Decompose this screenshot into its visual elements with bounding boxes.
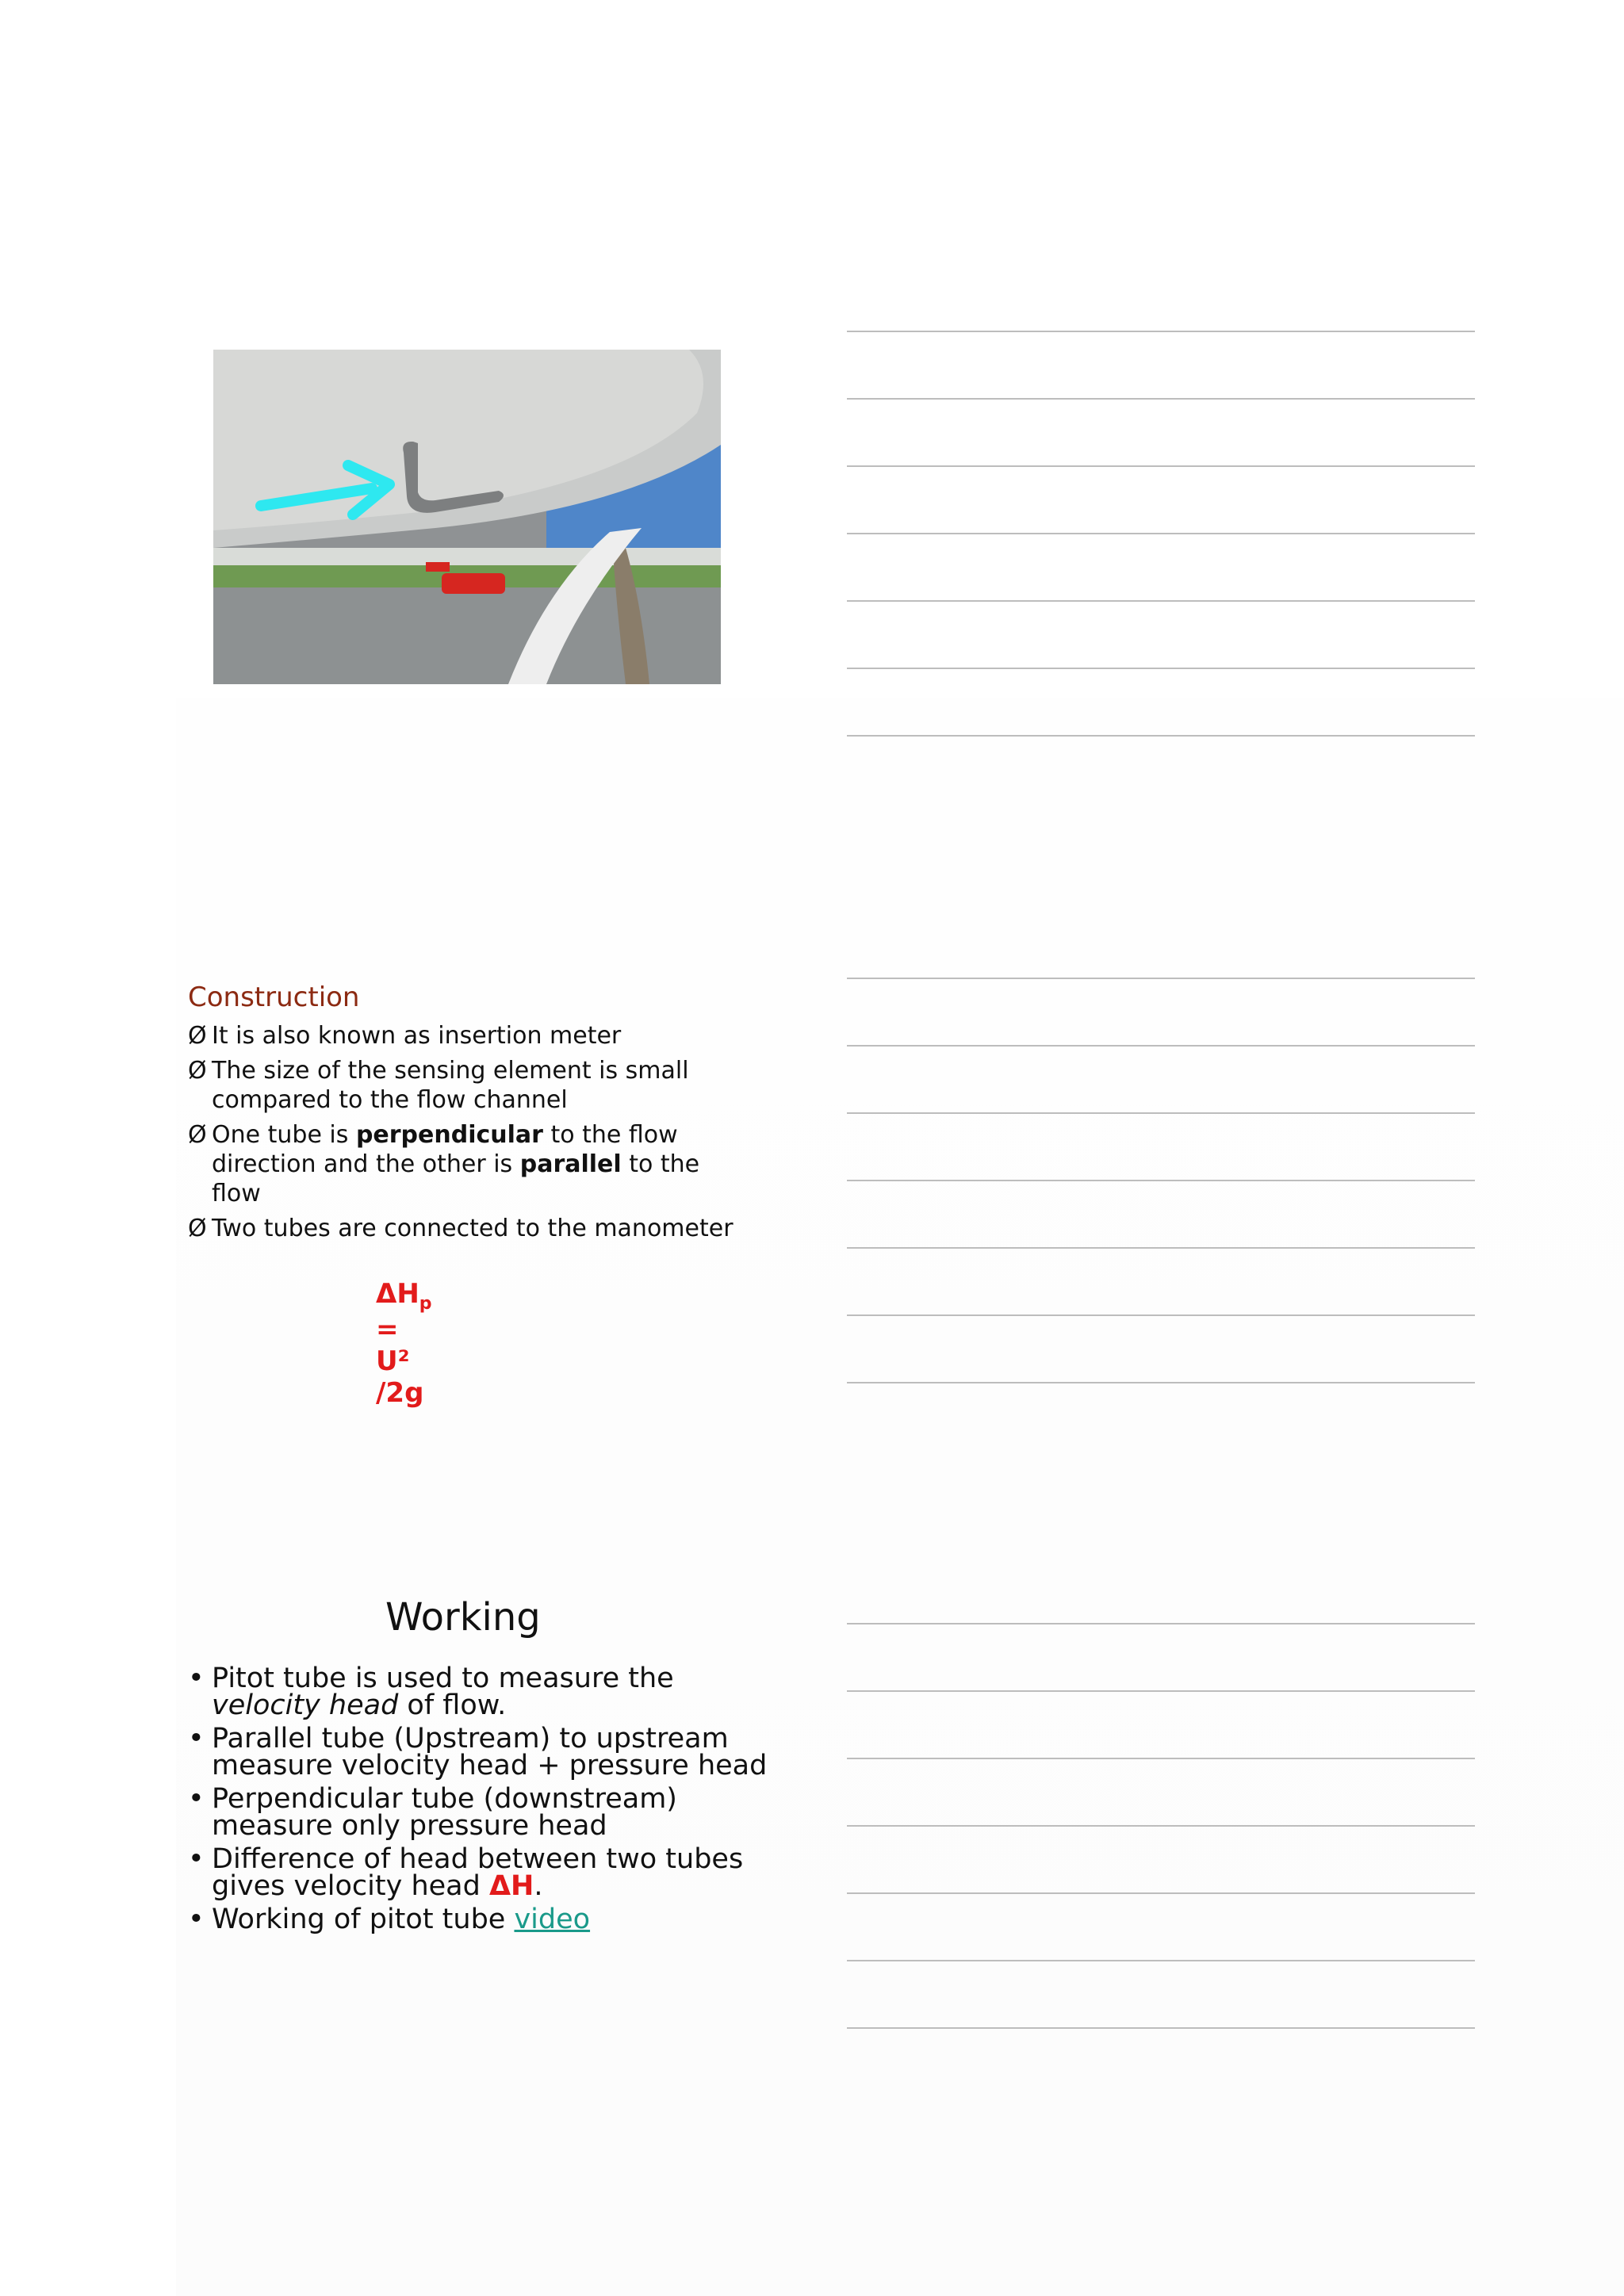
list-item: • Perpendicular tube (downstream) measure only pressure head: [188, 1783, 677, 1842]
note-line: [847, 1114, 1475, 1181]
note-line: [847, 1557, 1475, 1624]
list-item: • Difference of head between two tubes gives velocity head ΔH.: [188, 1843, 744, 1902]
note-line: [847, 979, 1475, 1047]
note-line: [847, 602, 1475, 669]
video-link[interactable]: video: [514, 1904, 591, 1935]
note-line: [847, 332, 1475, 400]
list-item: • Parallel tube (Upstream) to upstream measure velocity head + pressure head: [188, 1723, 768, 1781]
note-lines: [847, 265, 1475, 737]
list-item: • Pitot tube is used to measure the velocity head of flow.: [188, 1663, 674, 1721]
note-line: [847, 912, 1475, 979]
note-line: [847, 1961, 1475, 2029]
list-item: Ø One tube is perpendicular to the flow direction and the other is parallel to the flow: [188, 1121, 700, 1207]
bullet-marker: •: [188, 1723, 205, 1755]
note-line: [847, 1624, 1475, 1692]
list-item: Ø Two tubes are connected to the manometer: [188, 1215, 733, 1242]
bullet-list: [188, 1021, 743, 1249]
slide-title: Working: [385, 1595, 541, 1640]
bullet-marker: •: [188, 1783, 205, 1815]
list-item: • Working of pitot tube video: [188, 1904, 591, 1935]
bold-term: parallel: [519, 1150, 622, 1178]
bullet-marker: •: [188, 1663, 205, 1694]
note-line: [847, 669, 1475, 737]
bold-term: perpendicular: [355, 1121, 543, 1149]
note-lines: [847, 1557, 1475, 2029]
note-line: [847, 1759, 1475, 1827]
note-line: [847, 534, 1475, 602]
note-line: [847, 1047, 1475, 1114]
note-line: [847, 1249, 1475, 1316]
note-line: [847, 1827, 1475, 1894]
note-line: [847, 1181, 1475, 1249]
bullet-marker: •: [188, 1843, 205, 1875]
bullet-marker: Ø: [188, 1057, 207, 1085]
bullet-list: [188, 1665, 775, 1939]
slide-title: Construction: [188, 982, 360, 1013]
note-line: [847, 467, 1475, 534]
wing-photo-illustration: [213, 350, 721, 684]
list-item: Ø The size of the sensing element is small compared to the flow channel: [188, 1057, 689, 1114]
note-lines: [847, 912, 1475, 1383]
bullet-marker: Ø: [188, 1121, 207, 1149]
italic-term: velocity head: [212, 1689, 399, 1721]
delta-h-highlight: ΔH: [488, 1870, 534, 1902]
note-line: [847, 400, 1475, 467]
note-line: [847, 265, 1475, 332]
note-line: [847, 1692, 1475, 1759]
pitot-tube-photo: [213, 350, 721, 684]
note-line: [847, 1894, 1475, 1961]
bullet-marker: •: [188, 1904, 205, 1935]
formula: $\Delta H_p = U^2$ /2g: [376, 1278, 432, 1409]
note-line: [847, 1316, 1475, 1383]
list-item: Ø It is also known as insertion meter: [188, 1022, 622, 1050]
bullet-marker: Ø: [188, 1215, 207, 1242]
bullet-marker: Ø: [188, 1022, 207, 1050]
